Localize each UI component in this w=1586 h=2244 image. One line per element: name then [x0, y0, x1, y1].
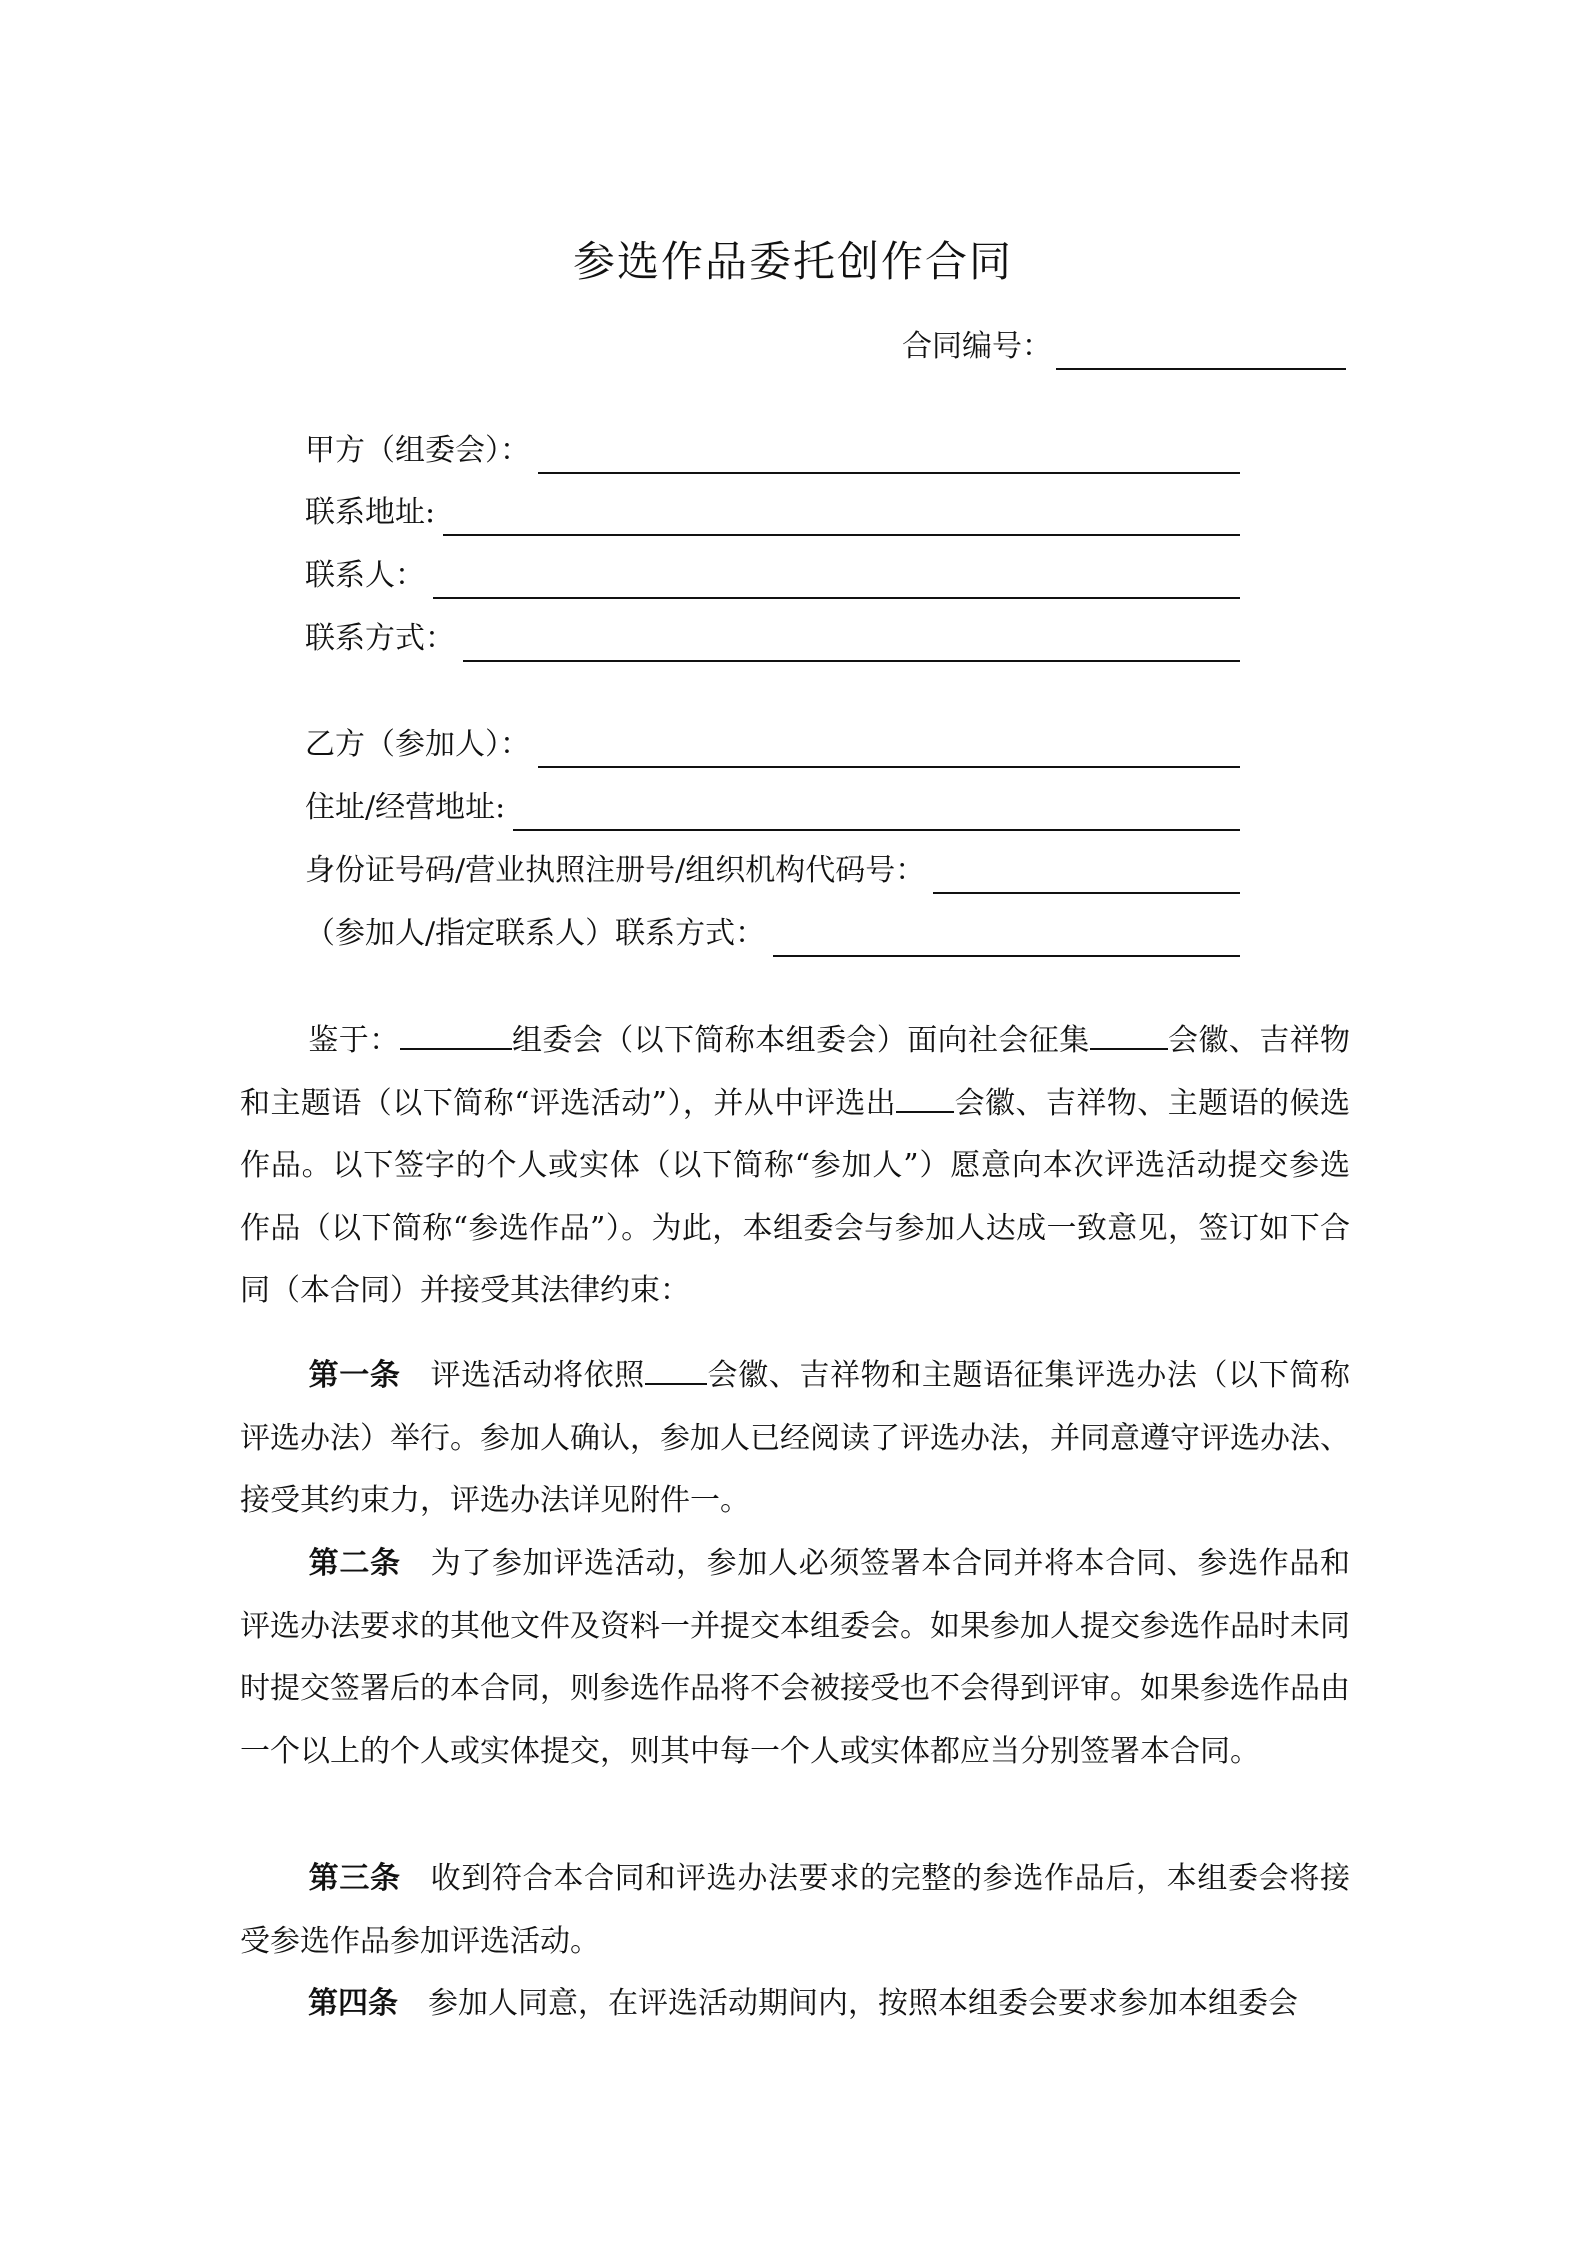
party-b-contact-row — [305, 911, 1240, 957]
party-b-contact-blank[interactable] — [773, 921, 1240, 957]
party-b-id-row — [305, 848, 1240, 894]
article-2-text: 为了参加评选活动，参加人必须签署本合同并将本合同、参选作品和评选办法要求的其他文件及资料一并提交本组委会。如果参加人提交参选作品时未同时提交签署后的本合同，则参选作品将不会被接受也不会得到评审。如果参选作品由一个以上的个人或实体提交，则其中每一个人或实体都应当分别签署本合同。 — [240, 1546, 1351, 1769]
article-4 — [240, 1973, 1350, 2036]
contract-number-label: 合同编号： — [902, 329, 1052, 364]
party-b-name-blank[interactable] — [538, 732, 1240, 768]
preamble-text-3: 会徽、吉祥物和主题语（以下简称“评选活动”），并从中评选出 — [240, 1023, 1351, 1121]
party-a-address-label: 联系地址: — [305, 495, 436, 530]
contract-number-row — [902, 324, 1346, 370]
article-3-text: 收到符合本合同和评选办法要求的完整的参选作品后，本组委会将接受参选作品参加评选活动。 — [240, 1861, 1351, 1959]
article-1-text-2: 会徽、吉祥物和主题语征集评选办法（以下简称评选办法）举行。参加人确认，参加人已经阅读了评选办法，并同意遵守评选办法、接受其约束力，评选办法详见附件一。 — [240, 1358, 1350, 1518]
party-a-phone-label: 联系方式： — [305, 621, 455, 656]
party-a-contact-label: 联系人： — [305, 558, 425, 593]
party-a-name-row — [305, 428, 1240, 474]
party-a-contact-row — [305, 553, 1240, 599]
party-b-address-label: 住址/经营地址: — [305, 790, 506, 825]
party-a-phone-row — [305, 616, 1240, 662]
party-b-address-blank[interactable] — [513, 795, 1240, 831]
article-1-text-1: 评选活动将依照 — [430, 1358, 645, 1393]
party-b-name-row — [305, 722, 1240, 768]
party-a-phone-blank[interactable] — [463, 626, 1240, 662]
party-b-id-label: 身份证号码/营业执照注册号/组织机构代码号： — [305, 853, 926, 888]
preamble-text-2: 组委会（以下简称本组委会）面向社会征集 — [511, 1023, 1090, 1058]
contract-number-blank[interactable] — [1056, 332, 1346, 370]
article-4-head: 第四条 — [308, 1986, 398, 2021]
article-1 — [240, 1345, 1350, 1533]
party-b-name-label: 乙方（参加人）： — [305, 727, 530, 762]
organizer-name-blank[interactable] — [400, 1020, 512, 1050]
party-a-address-row — [305, 490, 1240, 536]
preamble-text-1: 鉴于： — [308, 1023, 400, 1058]
article-1-head: 第一条 — [308, 1358, 401, 1393]
article-1-event-blank[interactable] — [645, 1355, 707, 1385]
party-a-name-blank[interactable] — [538, 438, 1240, 474]
document-title: 参选作品委托创作合同 — [572, 237, 1013, 286]
event-name-blank[interactable] — [1090, 1020, 1168, 1050]
party-a-contact-blank[interactable] — [433, 563, 1240, 599]
article-3 — [240, 1848, 1350, 1973]
article-4-text: 参加人同意，在评选活动期间内，按照本组委会要求参加本组委会 — [428, 1986, 1298, 2021]
party-a-name-label: 甲方（组委会）： — [305, 433, 530, 468]
event-name-blank-2[interactable] — [896, 1083, 954, 1113]
party-b-contact-label: （参加人/指定联系人）联系方式： — [305, 916, 766, 951]
party-b-id-blank[interactable] — [933, 858, 1240, 894]
preamble-paragraph — [240, 1010, 1350, 1323]
article-3-head: 第三条 — [308, 1861, 401, 1896]
article-2-head: 第二条 — [308, 1546, 401, 1581]
party-a-address-blank[interactable] — [443, 500, 1240, 536]
article-2 — [240, 1533, 1350, 1783]
preamble-text-4: 会徽、吉祥物、主题语的候选作品。以下签字的个人或实体（以下简称“参加人”）愿意向本次评选活动提交参选作品（以下简称“参选作品”）。为此，本组委会与参加人达成一致意见，签订如下合同（本合同）并接受其法律约束： — [240, 1085, 1350, 1308]
party-b-address-row — [305, 785, 1240, 831]
